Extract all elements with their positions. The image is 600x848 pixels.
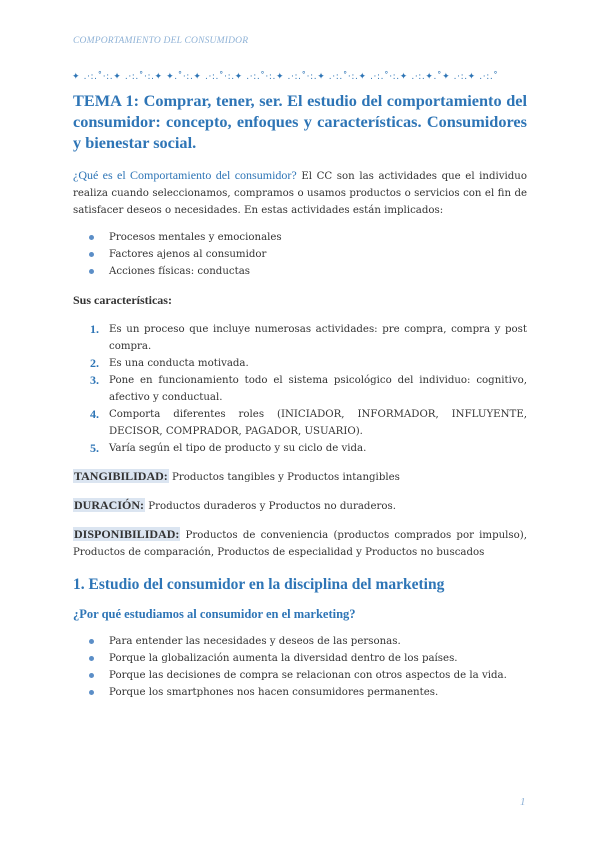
bullet-icon xyxy=(89,673,94,678)
bullet-icon xyxy=(89,252,94,257)
list-item: Porque la globalización aumenta la diversidad dentro de los países. xyxy=(73,650,527,667)
bullet-icon xyxy=(89,235,94,240)
characteristics-list xyxy=(73,321,527,457)
list-item: 3. Pone en funcionamiento todo el sistema psicológico del individuo: cognitivo, afectivo y conductual. xyxy=(90,373,527,403)
attribute-availability: DISPONIBILIDAD: Productos de conveniencia (productos comprados por impulso), Productos de comparación, Productos de especialidad y Productos no buscados xyxy=(73,527,527,558)
highlight-label: DISPONIBILIDAD: xyxy=(74,527,180,541)
bullet-icon xyxy=(89,269,94,274)
activities-list xyxy=(73,229,527,280)
list-item: Porque los smartphones nos hacen consumidores permanentes. xyxy=(73,684,527,701)
page-number: 1 xyxy=(520,796,526,808)
characteristics-heading: Sus características: xyxy=(73,293,172,307)
list-item: 1. Es un proceso que incluye numerosas actividades: pre compra, compra y post compra. xyxy=(90,322,527,352)
list-item: Factores ajenos al consumidor xyxy=(73,246,527,263)
attribute-duration: DURACIÓN: Productos duraderos y Productos no duraderos. xyxy=(74,498,396,512)
list-item: 5. Varía según el tipo de producto y su ciclo de vida. xyxy=(90,441,367,455)
list-item: Procesos mentales y emocionales xyxy=(73,229,527,246)
list-item: 2. Es una conducta motivada. xyxy=(90,356,249,370)
bullet-icon xyxy=(89,690,94,695)
highlight-label: DURACIÓN: xyxy=(74,498,144,512)
attribute-tangibility: TANGIBILIDAD: Productos tangibles y Productos intangibles xyxy=(74,469,400,483)
intro-question: ¿Qué es el Comportamiento del consumidor? xyxy=(73,168,297,182)
highlight-label: TANGIBILIDAD: xyxy=(74,469,168,483)
intro-paragraph xyxy=(73,167,527,219)
section-heading: 1. Estudio del consumidor en la disciplina del marketing xyxy=(73,576,445,593)
list-item: Para entender las necesidades y deseos de las personas. xyxy=(73,633,527,650)
list-item: Acciones físicas: conductas xyxy=(73,263,527,280)
intro-text: El CC son las actividades que el individuo realiza cuando seleccionamos, compramos o usamos productos o servicios con el fin de satisfacer deseos o necesidades. En estas actividades están implicados: xyxy=(73,171,527,216)
reasons-list xyxy=(73,633,527,701)
bullet-icon xyxy=(89,656,94,661)
topic-title: TEMA 1: Comprar, tener, ser. El estudio del comportamiento del consumidor: concepto, enfoques y características. Consumidores y bienestar social. xyxy=(73,91,527,152)
list-item: Porque las decisiones de compra se relacionan con otros aspectos de la vida. xyxy=(73,667,527,684)
list-item: 4. Comporta diferentes roles (INICIADOR, INFORMADOR, INFLUYENTE, DECISOR, COMPRADOR, PAGADOR, USUARIO). xyxy=(90,407,527,437)
running-header: COMPORTAMIENTO DEL CONSUMIDOR xyxy=(73,36,249,46)
decorative-star-divider: ✦ .·:.˚·:.✦ .·:.˚·:.✦ ✦.˚·:.✦ .·:.˚·:.✦ .·:.˚·:.✦ .·:.˚·:.✦ .·:.˚·:.✦ .·:.˚·:.✦ .·:.✦.˚✦ .·:.✦ .·:.˚ xyxy=(72,72,499,82)
section-question: ¿Por qué estudiamos al consumidor en el marketing? xyxy=(73,607,356,621)
page-content xyxy=(73,90,527,701)
bullet-icon xyxy=(89,639,94,644)
